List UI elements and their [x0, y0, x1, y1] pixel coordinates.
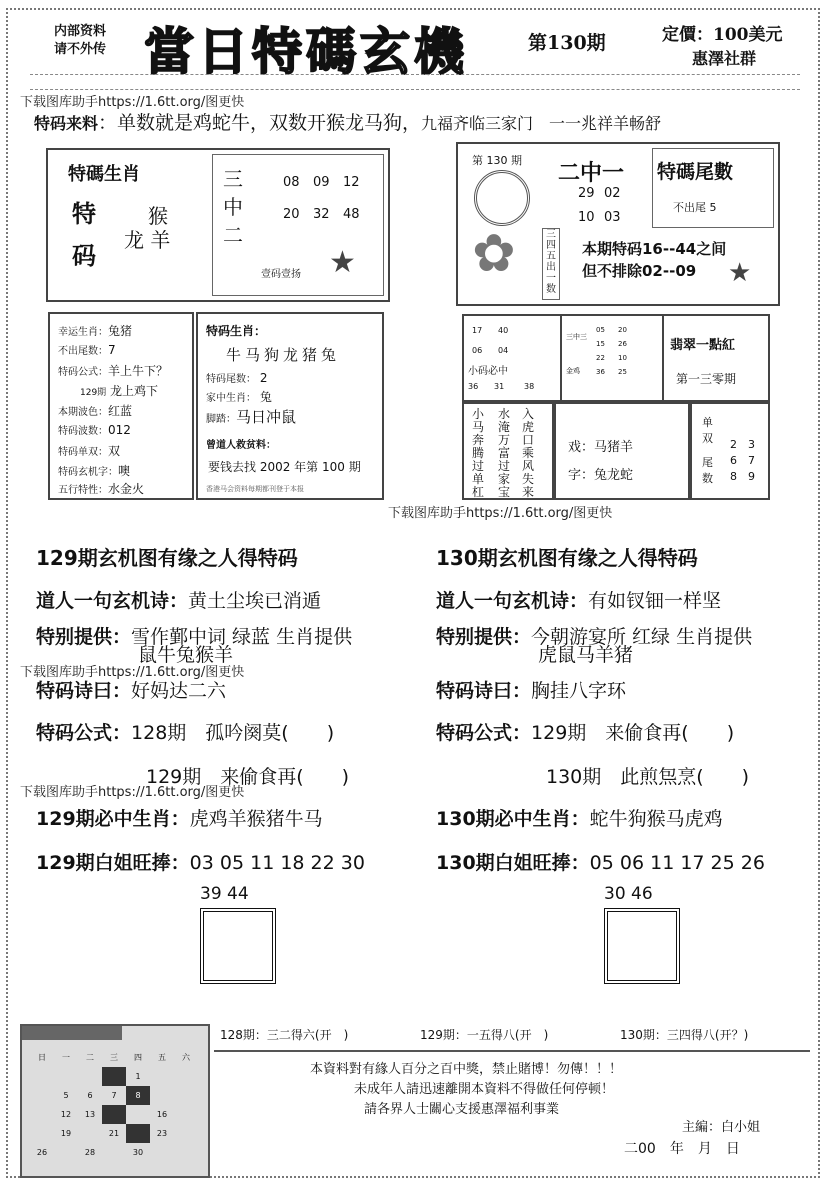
publisher-label: 惠澤社群	[692, 49, 757, 68]
day-header: 三	[110, 1053, 118, 1062]
editor-label: 主編：	[682, 1120, 722, 1135]
day-cell	[30, 1067, 54, 1086]
page-title: 當日特碼玄機	[144, 22, 468, 81]
hint-row	[206, 406, 296, 427]
pair-num: 10	[578, 210, 595, 225]
watermark-text: 下载图库助手https://1.6tt.org/图更快	[388, 506, 613, 521]
info-value: 水金火	[108, 482, 145, 496]
day-cell: 8	[126, 1086, 150, 1105]
side-char: 出	[546, 262, 556, 273]
day-cell: 7	[111, 1091, 117, 1100]
calendar-grid	[30, 1048, 198, 1162]
left-nums: 39 44	[200, 884, 249, 904]
vertical-side	[542, 228, 560, 300]
must-text: 蛇牛狗猴马虎鸡	[589, 808, 723, 830]
bai-label: 130期白姐旺捧：	[436, 852, 590, 874]
zodiac-bottom: 龙 羊	[124, 228, 171, 252]
calendar-head-row	[30, 1048, 198, 1067]
left-heading: 129期玄机图有缘之人得特码	[36, 546, 298, 570]
footer-line-3: 請各界人士關心支援惠澤福利事業	[364, 1102, 560, 1117]
verse-char: 过	[472, 459, 485, 473]
hint-row	[206, 370, 267, 385]
info-key: 129期	[80, 388, 107, 398]
info-value: 羊上牛下？	[108, 364, 169, 378]
number-cell: 08	[283, 175, 300, 190]
panel-issue: 第 130 期	[472, 154, 522, 167]
poem-text: 黄土尘埃已消遁	[188, 590, 322, 612]
right-formula	[436, 718, 734, 745]
red-panel	[662, 314, 770, 402]
pair-num: 02	[604, 186, 621, 201]
info-box	[48, 312, 194, 500]
day-cell: 26	[36, 1148, 48, 1157]
calendar	[20, 1024, 210, 1178]
number-cell: 32	[313, 207, 330, 222]
ad-title: 曾道人救贫料：	[206, 440, 276, 451]
day-cell	[126, 1124, 150, 1143]
zodiac-top: 猴	[148, 204, 168, 228]
info-key: 幸运生肖：	[58, 327, 108, 338]
day-cell: 28	[84, 1148, 96, 1157]
verse-char: 失	[522, 472, 535, 486]
day-header: 六	[182, 1053, 190, 1062]
zodiac-hint-box	[196, 312, 384, 500]
hint-value: 2	[259, 371, 268, 385]
right-poem	[436, 586, 721, 613]
side-char: 四	[546, 240, 556, 251]
must-cell: 06	[472, 346, 483, 355]
verse-text: 胸挂八字环	[531, 680, 627, 702]
day-cell	[174, 1105, 198, 1124]
calendar-row	[30, 1067, 198, 1086]
grid-num: 22	[596, 354, 605, 362]
bai-text: 05 06 11 17 25 26	[589, 852, 765, 874]
day-cell: 30	[132, 1148, 144, 1157]
tail-num-panel	[690, 402, 770, 500]
info-value: 红蓝	[108, 404, 133, 418]
side-label-1: 三	[223, 167, 243, 191]
calendar-header-bar	[22, 1026, 122, 1040]
numbers-panel	[560, 314, 664, 402]
v-num: 7	[748, 454, 755, 467]
formula-text: 128期 孤吟阕莫( )	[131, 722, 335, 744]
hint-row	[206, 388, 272, 405]
verse-char: 风	[522, 459, 535, 473]
side-char: 三	[546, 229, 556, 240]
verse-char: 虎	[522, 420, 535, 434]
tail-panel	[456, 142, 780, 306]
calendar-row	[30, 1124, 198, 1143]
verse-label: 特码诗曰：	[436, 680, 532, 702]
info-key: 五行特性：	[58, 485, 108, 496]
special-label: 特别提供：	[436, 626, 532, 648]
day-header: 五	[158, 1053, 166, 1062]
verse-char: 入	[522, 407, 535, 421]
left-verse	[36, 676, 226, 703]
side-char: 一	[546, 273, 556, 284]
right-nums: 30 46	[604, 884, 653, 904]
info-value: 噢	[118, 464, 131, 478]
center-title: 二中一	[558, 161, 625, 186]
editor-name: 白小姐	[721, 1120, 761, 1135]
grid-num: 20	[618, 326, 627, 334]
day-cell: 21	[108, 1129, 120, 1138]
v-num: 2	[730, 438, 737, 451]
day-cell	[54, 1143, 78, 1162]
result-130: 130期：三四得八(开？)	[620, 1028, 749, 1042]
verse-char: 马	[472, 420, 485, 434]
coin-icon	[474, 170, 530, 226]
poem-text: 有如钗钿一样坚	[588, 590, 722, 612]
zodiac-vertical-2: 码	[72, 241, 96, 270]
info-row	[58, 322, 132, 339]
info-key: 特码单双：	[58, 447, 108, 458]
day-cell: 23	[156, 1129, 168, 1138]
verse-column	[472, 408, 484, 499]
day-cell	[150, 1067, 174, 1086]
zodiac-panel-title: 特碼生肖	[68, 164, 140, 185]
right-heading: 130期玄机图有缘之人得特码	[436, 546, 698, 570]
info-value: 兔猪	[108, 324, 133, 338]
formula-label: 特码公式：	[36, 722, 132, 744]
day-cell: 5	[63, 1091, 69, 1100]
v-num: 3	[748, 438, 755, 451]
left-bai	[36, 848, 365, 875]
grid-num: 25	[618, 368, 627, 376]
bai-label: 129期白姐旺捧：	[36, 852, 190, 874]
source-text: ：单数就是鸡蛇牛，双数开猴龙马狗，	[98, 112, 422, 134]
info-row	[58, 362, 168, 379]
header-note-1: 内部资料	[54, 24, 107, 39]
footer-line-2: 未成年人請迅速離開本資料不得做任何停顿！	[354, 1082, 615, 1097]
verse-char: 口	[522, 433, 535, 447]
verse-char: 单	[472, 472, 485, 486]
day-cell: 13	[84, 1110, 96, 1119]
range-line-1: 本期特码16--44之间	[582, 240, 727, 258]
day-cell	[174, 1067, 198, 1086]
info-row	[58, 422, 131, 437]
grid-num: 26	[618, 340, 627, 348]
right-bai	[436, 848, 765, 875]
ad-footer: 香港马会资料每期都刊登于本报	[206, 485, 304, 493]
header-strip	[30, 74, 800, 90]
day-cell	[174, 1124, 198, 1143]
v-num: 9	[748, 470, 755, 483]
verse-char: 过	[498, 459, 511, 473]
right-verse	[436, 676, 626, 703]
day-cell	[174, 1143, 198, 1162]
day-cell	[126, 1105, 150, 1124]
day-cell	[78, 1067, 102, 1086]
ad-text: 要钱去找 2002 年第 100 期	[208, 460, 361, 474]
info-value: 双	[108, 444, 121, 458]
v-label: 单	[702, 416, 713, 429]
header-note-2: 请不外传	[54, 42, 107, 57]
verse-column	[498, 408, 510, 499]
calendar-row	[30, 1143, 198, 1162]
date-line: 二00 年 月 日	[624, 1141, 740, 1157]
info-key: 本期波色：	[58, 407, 108, 418]
number-cell: 48	[343, 207, 360, 222]
verse-char: 小	[472, 407, 485, 421]
verse-char: 宝	[498, 485, 511, 499]
right-formula-2: 130期 此煎炰烹( )	[546, 766, 750, 788]
day-cell	[30, 1086, 54, 1105]
issue-number: 第130期	[528, 32, 606, 54]
must-label: 130期必中生肖：	[436, 808, 590, 830]
tail-title: 特碼尾數	[657, 161, 734, 183]
tail-box	[652, 148, 774, 228]
verse-char: 奔	[472, 433, 485, 447]
info-key: 特码公式：	[58, 367, 108, 378]
special-label: 特别提供：	[36, 626, 132, 648]
number-cell: 09	[313, 175, 330, 190]
watermark-text: 下载图库助手https://1.6tt.org/图更快	[20, 785, 245, 800]
footer-line-1: 本資料對有緣人百分之百中獎，禁止賭博！勿傳！！！	[310, 1062, 623, 1077]
day-cell	[150, 1143, 174, 1162]
hint-key: 特码尾数：	[206, 374, 256, 385]
footer-box	[214, 1050, 810, 1170]
flower-icon: ✿	[472, 224, 516, 284]
formula-label: 特码公式：	[436, 722, 532, 744]
verse-char: 淹	[498, 420, 511, 434]
left-special-2: 鼠牛兔猴羊	[138, 644, 234, 666]
label-three: 三中三	[566, 333, 587, 341]
left-seal	[200, 908, 276, 984]
info-row	[58, 402, 132, 419]
verse-panel	[462, 402, 554, 500]
right-special-2: 虎鼠马羊猪	[538, 644, 634, 666]
v-label: 尾	[702, 456, 713, 469]
pair-num: 29	[578, 186, 595, 201]
verse-text: 好妈达二六	[131, 680, 227, 702]
info-row	[80, 382, 158, 399]
hint-key: 脚踏：	[206, 414, 236, 425]
must-cell: 40	[498, 326, 509, 335]
special-panel	[554, 402, 690, 500]
left-poem	[36, 586, 321, 613]
day-cell: 6	[87, 1091, 93, 1100]
red-sub: 第一三零期	[676, 372, 737, 386]
day-cell	[102, 1105, 126, 1124]
number-cell: 20	[283, 207, 300, 222]
day-cell	[30, 1105, 54, 1124]
hint-title: 特码生肖：	[206, 324, 267, 338]
v-label: 双	[702, 432, 713, 445]
v-num: 8	[730, 470, 737, 483]
day-cell: 19	[60, 1129, 72, 1138]
day-cell: 12	[60, 1110, 72, 1119]
pair-num: 03	[604, 210, 621, 225]
editor-line	[682, 1116, 760, 1135]
watermark-text: 下载图库助手https://1.6tt.org/图更快	[20, 665, 245, 680]
side-label-3: 二	[223, 223, 243, 247]
hint-value: 马日冲鼠	[236, 408, 297, 426]
day-cell	[102, 1067, 126, 1086]
formula-text: 129期 来偷食再( )	[531, 722, 735, 744]
side-char: 五	[546, 251, 556, 262]
right-seal	[604, 908, 680, 984]
calendar-row	[30, 1086, 198, 1105]
v-num: 6	[730, 454, 737, 467]
left-must	[36, 804, 323, 831]
zodiac-vertical-1: 特	[72, 199, 96, 228]
left-formula-2: 129期 来偷食再( )	[146, 766, 350, 788]
info-row	[58, 480, 144, 497]
special-line: 戏：马猪羊	[568, 440, 634, 455]
must-label: 129期必中生肖：	[36, 808, 190, 830]
verse-char: 来	[522, 485, 535, 499]
info-row	[58, 442, 120, 459]
hint-zodiacs: 牛马狗龙猪兔	[226, 346, 341, 364]
grid-num: 10	[618, 354, 627, 362]
day-header: 一	[62, 1053, 70, 1062]
must-cell: 31	[494, 382, 505, 391]
red-title: 翡翠一點紅	[670, 338, 736, 353]
day-header: 四	[134, 1053, 142, 1062]
info-key: 特码玄机字：	[58, 467, 118, 478]
verse-char: 水	[498, 407, 511, 421]
star-icon: ★	[329, 245, 356, 280]
verse-char: 乘	[522, 446, 535, 460]
tail-text: 不出尾 5	[673, 201, 717, 214]
hint-key: 家中生肖：	[206, 393, 256, 404]
day-cell	[174, 1086, 198, 1105]
day-cell	[54, 1067, 78, 1086]
special-line: 字：兔龙蛇	[568, 468, 634, 483]
special-text: 雪作鄞中词 绿蓝 生肖提供	[131, 626, 353, 648]
source-tail: 九福齐临三家门 一一兆祥羊畅舒	[421, 114, 662, 133]
result-129: 129期：一五得八(开 )	[420, 1028, 549, 1042]
verse-char: 万	[498, 433, 511, 447]
day-cell	[150, 1086, 174, 1105]
day-cell: 16	[156, 1110, 168, 1119]
must-text: 虎鸡羊猴猪牛马	[189, 808, 323, 830]
info-row	[58, 462, 130, 479]
side-char: 数	[546, 284, 556, 295]
grid-num: 36	[596, 368, 605, 376]
hint-value: 兔	[259, 390, 272, 404]
verse-label: 特码诗曰：	[36, 680, 132, 702]
info-row	[58, 342, 116, 357]
left-formula	[36, 718, 334, 745]
side-label-2: 中	[223, 195, 243, 219]
must-panel	[462, 314, 562, 402]
must-cell: 38	[524, 382, 535, 391]
grid-num: 05	[596, 326, 605, 334]
right-must	[436, 804, 723, 831]
poem-label: 道人一句玄机诗：	[36, 590, 189, 612]
verse-char: 腾	[472, 446, 485, 460]
info-value: 012	[108, 423, 131, 437]
zodiac-panel	[46, 148, 390, 302]
day-cell	[102, 1143, 126, 1162]
special-text: 今朝游宴所 红绿 生肖提供	[531, 626, 753, 648]
bai-text: 03 05 11 18 22 30	[189, 852, 365, 874]
must-cell: 04	[498, 346, 509, 355]
day-header: 二	[86, 1053, 94, 1062]
info-key: 不出尾数：	[58, 346, 108, 357]
day-cell: 1	[135, 1072, 141, 1081]
must-title: 小码必中	[468, 366, 508, 377]
star-icon: ★	[728, 258, 752, 288]
watermark-text: 下载图库助手https://1.6tt.org/图更快	[20, 95, 245, 110]
must-cell: 36	[468, 382, 479, 391]
calendar-row	[30, 1105, 198, 1124]
range-line-2: 但不排除02--09	[582, 262, 697, 280]
v-label: 数	[702, 472, 713, 485]
must-cell: 17	[472, 326, 483, 335]
verse-char: 杠	[472, 485, 485, 499]
verse-column	[522, 408, 534, 499]
label-king: 金鸡	[566, 367, 580, 375]
poem-label: 道人一句玄机诗：	[436, 590, 589, 612]
day-cell	[30, 1124, 54, 1143]
verse-char: 富	[498, 446, 511, 460]
source-line	[34, 108, 814, 135]
day-cell	[78, 1124, 102, 1143]
number-cell: 12	[343, 175, 360, 190]
info-value: 7	[108, 343, 116, 357]
info-key: 特码波数：	[58, 426, 108, 437]
source-label: 特码来料	[34, 114, 99, 133]
number-box	[212, 154, 384, 296]
result-128: 128期：三二得六(开 )	[220, 1028, 349, 1042]
header	[40, 14, 800, 81]
price-label: 定價：100美元	[662, 25, 783, 45]
grid-num: 15	[596, 340, 605, 348]
stamp-text: 壹码壹扬	[261, 269, 301, 280]
day-header: 日	[38, 1053, 46, 1062]
info-value: 龙上鸡下	[110, 384, 159, 398]
verse-char: 家	[498, 472, 511, 486]
